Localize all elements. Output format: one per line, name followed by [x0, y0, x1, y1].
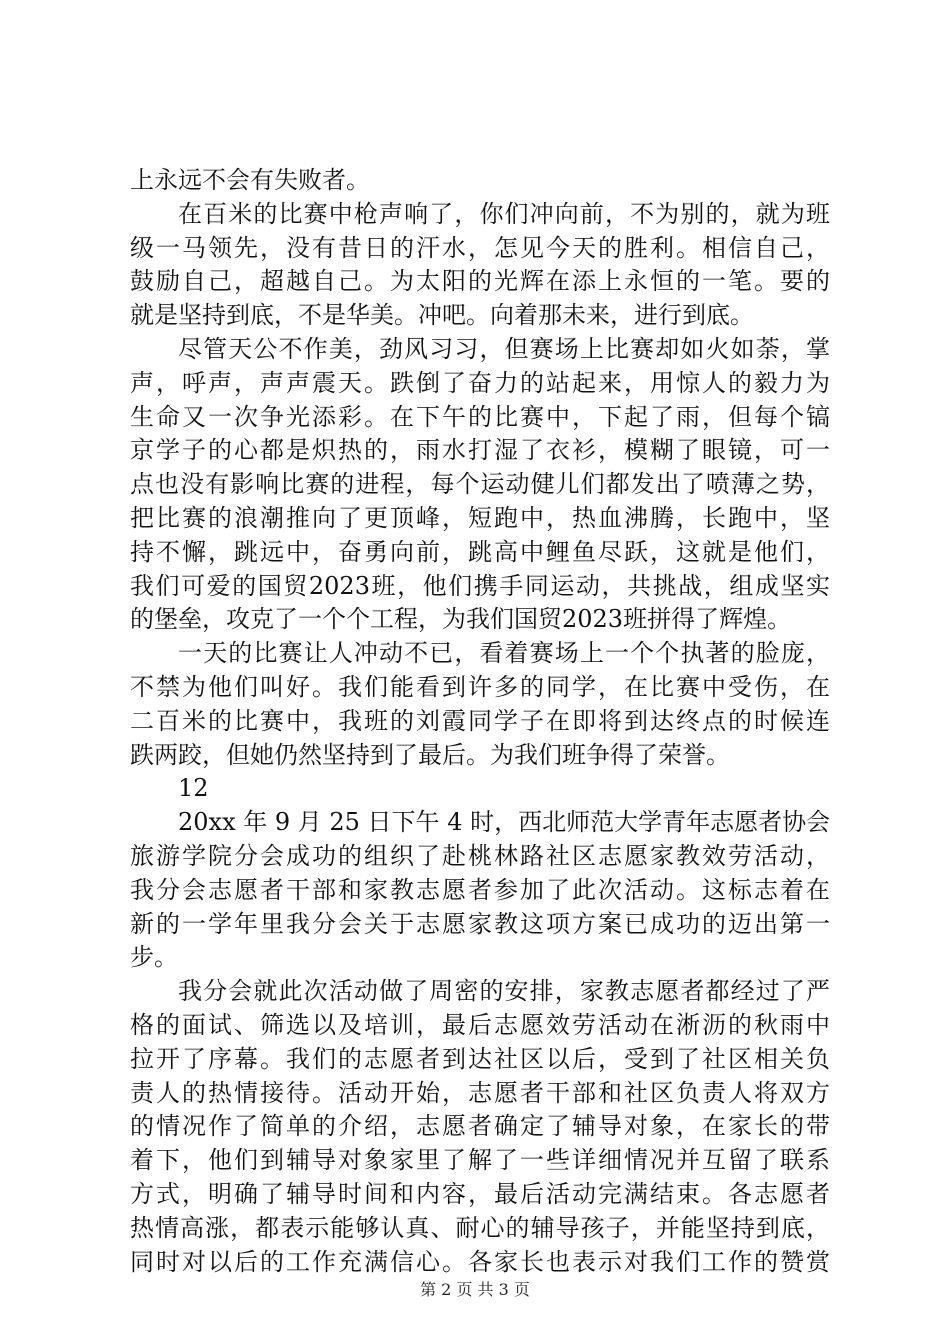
text-line: 同时对以后的工作充满信心。各家长也表示对我们工作的赞赏: [130, 1247, 830, 1276]
text-line: 把比赛的浪潮推向了更顶峰，短跑中，热血沸腾，长跑中，坚: [130, 503, 830, 532]
text-line: 热情高涨，都表示能够认真、耐心的辅导孩子，并能坚持到底，: [130, 1213, 830, 1242]
page-footer: [0, 1280, 950, 1300]
text-line: 旅游学院分会成功的组织了赴桃林路社区志愿家教效劳活动，: [130, 841, 830, 870]
text-line: 拉开了序幕。我们的志愿者到达社区以后，受到了社区相关负: [130, 1044, 830, 1073]
text-line: 尽管天公不作美，劲风习习，但赛场上比赛却如火如荼，掌: [178, 334, 830, 363]
text-line: 上永远不会有失败者。: [130, 166, 370, 194]
text-line: 鼓励自己，超越自己。为太阳的光辉在添上永恒的一笔。要的: [130, 267, 830, 296]
text-line: 我分会志愿者干部和家教志愿者参加了此次活动。这标志着在: [130, 875, 830, 904]
text-line: 二百米的比赛中，我班的刘霞同学子在即将到达终点的时候连: [130, 706, 830, 735]
text-line: 格的面试、筛选以及培训，最后志愿效劳活动在淅沥的秋雨中: [130, 1010, 830, 1039]
text-line: 一天的比赛让人冲动不已，看着赛场上一个个执著的脸庞，: [178, 639, 830, 668]
text-line: 点也没有影响比赛的进程，每个运动健儿们都发出了喷薄之势，: [130, 470, 830, 499]
text-line: 的堡垒，攻克了一个个工程，为我们国贸2023班拼得了辉煌。: [130, 605, 792, 634]
text-line: 在百米的比赛中枪声响了，你们冲向前，不为别的，就为班: [178, 199, 830, 228]
text-line: 步。: [130, 943, 178, 972]
text-line: 级一马领先，没有昔日的汗水，怎见今天的胜利。相信自己，: [130, 233, 830, 262]
text-line: 着下，他们到辅导对象家里了解了一些详细情况并互留了联系: [130, 1146, 830, 1175]
text-line: 持不懈，跳远中，奋勇向前，跳高中鲤鱼尽跃，这就是他们，: [130, 537, 830, 566]
text-line: 20xx 年 9 月 25 日下午 4 时，西北师范大学青年志愿者协会: [178, 808, 831, 837]
text-line: 跌两跤，但她仍然坚持到了最后。为我们班争得了荣誉。: [130, 740, 730, 769]
text-line: 京学子的心都是炽热的，雨水打湿了衣衫，模糊了眼镜，可一: [130, 436, 830, 465]
page-number-label: 第 2 页 共 3 页: [420, 1280, 530, 1299]
document-body: [130, 164, 830, 1279]
text-line: 我分会就此次活动做了周密的安排，家教志愿者都经过了严: [178, 977, 830, 1006]
text-line: 12: [178, 774, 209, 803]
text-line: 方式，明确了辅导时间和内容，最后活动完满结束。各志愿者: [130, 1179, 830, 1208]
text-line: 我们可爱的国贸2023班，他们携手同运动，共挑战，组成坚实: [130, 571, 830, 600]
text-line: 新的一学年里我分会关于志愿家教这项方案已成功的迈出第一: [130, 909, 830, 938]
text-line: 就是坚持到底，不是华美。冲吧。向着那未来，进行到底。: [130, 301, 754, 330]
text-line: 生命又一次争光添彩。在下午的比赛中，下起了雨，但每个镐: [130, 402, 830, 431]
text-line: 声，呼声，声声震天。跌倒了奋力的站起来，用惊人的毅力为: [130, 368, 830, 397]
text-line: 责人的热情接待。活动开始，志愿者干部和社区负责人将双方: [130, 1078, 830, 1107]
text-line: 不禁为他们叫好。我们能看到许多的同学，在比赛中受伤，在: [130, 672, 830, 701]
text-line: 的情况作了简单的介绍，志愿者确定了辅导对象，在家长的带: [130, 1112, 830, 1141]
text-lines: [130, 164, 830, 1279]
